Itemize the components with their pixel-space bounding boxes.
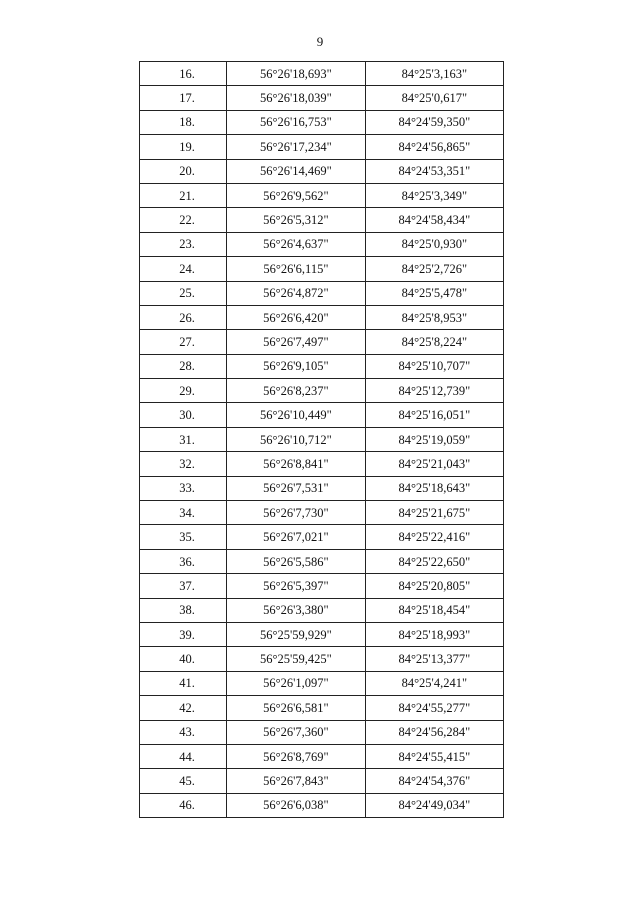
point-number-cell (140, 232, 227, 256)
point-number-cell (140, 183, 227, 207)
table-row (140, 86, 504, 110)
latitude-cell (227, 476, 365, 500)
longitude-cell (365, 793, 503, 817)
point-number-cell (140, 671, 227, 695)
point-number-text: 42. (179, 700, 195, 715)
table-row (140, 574, 504, 598)
point-number-text: 27. (179, 334, 195, 349)
point-number-cell (140, 135, 227, 159)
longitude-cell (365, 379, 503, 403)
latitude-cell (227, 647, 365, 671)
point-number-text: 35. (179, 530, 195, 545)
point-number-text: 28. (179, 359, 195, 374)
longitude-cell (365, 403, 503, 427)
point-number-text: 31. (179, 432, 195, 447)
longitude-cell (365, 62, 503, 86)
latitude-cell (227, 622, 365, 646)
latitude-text: 56°26'10,712" (260, 432, 332, 447)
table-row (140, 183, 504, 207)
latitude-text: 56°26'5,586" (263, 554, 329, 569)
longitude-text: 84°25'4,241" (401, 676, 468, 691)
latitude-cell (227, 257, 365, 281)
longitude-text: 84°25'16,051" (398, 408, 471, 423)
latitude-text: 56°26'18,039" (260, 91, 332, 106)
longitude-cell (365, 476, 503, 500)
latitude-text: 56°25'59,425" (260, 652, 332, 667)
longitude-text: 84°25'18,643" (398, 481, 471, 496)
longitude-text: 84°25'2,726" (401, 261, 468, 276)
longitude-text: 84°25'18,454" (398, 603, 471, 618)
point-number-text: 36. (179, 554, 195, 569)
latitude-cell (227, 62, 365, 86)
latitude-text: 56°26'7,730" (263, 505, 329, 520)
longitude-cell (365, 647, 503, 671)
longitude-cell (365, 452, 503, 476)
point-number-text: 29. (179, 383, 195, 398)
longitude-text: 84°25'18,993" (398, 627, 471, 642)
point-number-cell (140, 427, 227, 451)
latitude-cell (227, 574, 365, 598)
point-number-cell (140, 257, 227, 281)
table-row (140, 720, 504, 744)
latitude-text: 56°25'59,929" (260, 627, 332, 642)
point-number-text: 17. (179, 91, 195, 106)
table-row (140, 671, 504, 695)
longitude-cell (365, 744, 503, 768)
longitude-text: 84°25'10,707" (398, 359, 471, 374)
latitude-text: 56°26'6,420" (263, 310, 329, 325)
table-row (140, 403, 504, 427)
longitude-cell (365, 354, 503, 378)
longitude-text: 84°24'55,415" (398, 749, 471, 764)
longitude-text: 84°24'49,034" (398, 798, 471, 813)
point-number-cell (140, 62, 227, 86)
latitude-cell (227, 452, 365, 476)
latitude-text: 56°26'7,497" (263, 334, 329, 349)
longitude-cell (365, 135, 503, 159)
point-number-cell (140, 769, 227, 793)
latitude-cell (227, 793, 365, 817)
table-row (140, 793, 504, 817)
table-row (140, 208, 504, 232)
table-row (140, 110, 504, 134)
point-number-cell (140, 403, 227, 427)
point-number-text: 37. (179, 578, 195, 593)
longitude-cell (365, 330, 503, 354)
table-row (140, 232, 504, 256)
point-number-cell (140, 354, 227, 378)
latitude-cell (227, 427, 365, 451)
table-row (140, 769, 504, 793)
latitude-text: 56°26'7,531" (263, 481, 329, 496)
table-row (140, 330, 504, 354)
longitude-cell (365, 110, 503, 134)
table-row (140, 696, 504, 720)
longitude-text: 84°25'3,163" (401, 66, 468, 81)
longitude-text: 84°25'8,953" (401, 310, 468, 325)
table-row (140, 135, 504, 159)
latitude-text: 56°26'7,843" (263, 774, 329, 789)
longitude-cell (365, 257, 503, 281)
latitude-cell (227, 281, 365, 305)
point-number-text: 39. (179, 627, 195, 642)
point-number-text: 21. (179, 188, 195, 203)
latitude-cell (227, 696, 365, 720)
latitude-cell (227, 598, 365, 622)
longitude-cell (365, 598, 503, 622)
longitude-cell (365, 622, 503, 646)
latitude-cell (227, 671, 365, 695)
longitude-text: 84°25'20,805" (398, 578, 471, 593)
table-row (140, 281, 504, 305)
point-number-text: 40. (179, 652, 195, 667)
table-row (140, 452, 504, 476)
point-number-text: 32. (179, 456, 195, 471)
latitude-text: 56°26'6,038" (263, 798, 329, 813)
latitude-cell (227, 330, 365, 354)
latitude-text: 56°26'8,769" (263, 749, 329, 764)
latitude-text: 56°26'14,469" (260, 164, 332, 179)
table-row (140, 598, 504, 622)
latitude-cell (227, 379, 365, 403)
longitude-cell (365, 671, 503, 695)
page-number: 9 (316, 34, 324, 49)
table-row (140, 305, 504, 329)
longitude-cell (365, 86, 503, 110)
point-number-text: 45. (179, 774, 195, 789)
point-number-text: 16. (179, 66, 195, 81)
longitude-cell (365, 696, 503, 720)
latitude-text: 56°26'7,360" (263, 725, 329, 740)
point-number-text: 43. (179, 725, 195, 740)
point-number-cell (140, 110, 227, 134)
latitude-cell (227, 549, 365, 573)
longitude-text: 84°25'22,416" (398, 530, 471, 545)
longitude-text: 84°24'55,277" (398, 700, 471, 715)
table-row (140, 379, 504, 403)
latitude-cell (227, 525, 365, 549)
latitude-cell (227, 354, 365, 378)
longitude-text: 84°25'22,650" (398, 554, 471, 569)
latitude-cell (227, 720, 365, 744)
point-number-cell (140, 476, 227, 500)
point-number-text: 22. (179, 213, 195, 228)
latitude-cell (227, 86, 365, 110)
point-number-cell (140, 622, 227, 646)
latitude-text: 56°26'1,097" (263, 676, 329, 691)
latitude-cell (227, 208, 365, 232)
table-row (140, 647, 504, 671)
point-number-cell (140, 159, 227, 183)
latitude-text: 56°26'16,753" (260, 115, 332, 130)
point-number-text: 19. (179, 139, 195, 154)
latitude-cell (227, 110, 365, 134)
point-number-text: 34. (179, 505, 195, 520)
table-row (140, 62, 504, 86)
latitude-text: 56°26'5,312" (263, 213, 329, 228)
latitude-text: 56°26'18,693" (260, 66, 332, 81)
latitude-text: 56°26'17,234" (260, 139, 332, 154)
longitude-text: 84°25'8,224" (401, 334, 468, 349)
latitude-text: 56°26'3,380" (263, 603, 329, 618)
longitude-text: 84°24'56,284" (398, 725, 471, 740)
table-row (140, 622, 504, 646)
latitude-text: 56°26'9,105" (263, 359, 329, 374)
longitude-text: 84°25'12,739" (398, 383, 471, 398)
longitude-text: 84°25'21,043" (398, 456, 471, 471)
point-number-text: 20. (179, 164, 195, 179)
longitude-cell (365, 208, 503, 232)
point-number-cell (140, 305, 227, 329)
point-number-text: 26. (179, 310, 195, 325)
latitude-text: 56°26'4,872" (263, 286, 329, 301)
longitude-text: 84°24'54,376" (398, 774, 471, 789)
table-row (140, 744, 504, 768)
point-number-cell (140, 574, 227, 598)
point-number-cell (140, 501, 227, 525)
point-number-text: 18. (179, 115, 195, 130)
longitude-text: 84°25'13,377" (398, 652, 471, 667)
latitude-text: 56°26'6,581" (263, 700, 329, 715)
table-row (140, 257, 504, 281)
latitude-text: 56°26'4,637" (263, 237, 329, 252)
table-row (140, 525, 504, 549)
point-number-text: 46. (179, 798, 195, 813)
point-number-cell (140, 208, 227, 232)
longitude-cell (365, 720, 503, 744)
longitude-text: 84°24'59,350" (398, 115, 471, 130)
latitude-text: 56°26'7,021" (263, 530, 329, 545)
coordinates-table-body (140, 62, 504, 818)
latitude-cell (227, 135, 365, 159)
longitude-text: 84°24'58,434" (398, 213, 471, 228)
longitude-text: 84°25'0,930" (401, 237, 468, 252)
longitude-text: 84°25'21,675" (398, 505, 471, 520)
point-number-text: 41. (179, 676, 195, 691)
point-number-cell (140, 696, 227, 720)
longitude-cell (365, 159, 503, 183)
longitude-cell (365, 232, 503, 256)
latitude-cell (227, 232, 365, 256)
point-number-cell (140, 793, 227, 817)
point-number-cell (140, 330, 227, 354)
point-number-cell (140, 549, 227, 573)
longitude-cell (365, 305, 503, 329)
latitude-text: 56°26'8,841" (263, 456, 329, 471)
point-number-cell (140, 452, 227, 476)
longitude-text: 84°24'56,865" (398, 139, 471, 154)
longitude-text: 84°25'19,059" (398, 432, 471, 447)
longitude-cell (365, 501, 503, 525)
latitude-text: 56°26'9,562" (263, 188, 329, 203)
point-number-text: 23. (179, 237, 195, 252)
latitude-cell (227, 159, 365, 183)
point-number-cell (140, 281, 227, 305)
point-number-cell (140, 86, 227, 110)
longitude-text: 84°25'3,349" (401, 188, 468, 203)
longitude-cell (365, 183, 503, 207)
latitude-text: 56°26'5,397" (263, 578, 329, 593)
point-number-cell (140, 720, 227, 744)
point-number-cell (140, 525, 227, 549)
latitude-cell (227, 305, 365, 329)
latitude-cell (227, 769, 365, 793)
coordinates-table (139, 61, 504, 818)
longitude-cell (365, 281, 503, 305)
longitude-text: 84°24'53,351" (398, 164, 471, 179)
latitude-cell (227, 501, 365, 525)
point-number-text: 38. (179, 603, 195, 618)
point-number-text: 30. (179, 408, 195, 423)
point-number-cell (140, 379, 227, 403)
latitude-text: 56°26'8,237" (263, 383, 329, 398)
table-row (140, 476, 504, 500)
table-row (140, 501, 504, 525)
latitude-cell (227, 744, 365, 768)
table-row (140, 159, 504, 183)
point-number-text: 44. (179, 749, 195, 764)
longitude-cell (365, 525, 503, 549)
longitude-text: 84°25'0,617" (401, 91, 468, 106)
table-row (140, 427, 504, 451)
point-number-cell (140, 647, 227, 671)
latitude-text: 56°26'10,449" (260, 408, 332, 423)
longitude-cell (365, 574, 503, 598)
latitude-cell (227, 183, 365, 207)
point-number-text: 24. (179, 261, 195, 276)
point-number-cell (140, 744, 227, 768)
longitude-cell (365, 549, 503, 573)
point-number-cell (140, 598, 227, 622)
longitude-text: 84°25'5,478" (401, 286, 468, 301)
table-row (140, 549, 504, 573)
longitude-cell (365, 769, 503, 793)
point-number-text: 33. (179, 481, 195, 496)
latitude-cell (227, 403, 365, 427)
latitude-text: 56°26'6,115" (263, 261, 329, 276)
table-row (140, 354, 504, 378)
longitude-cell (365, 427, 503, 451)
point-number-text: 25. (179, 286, 195, 301)
